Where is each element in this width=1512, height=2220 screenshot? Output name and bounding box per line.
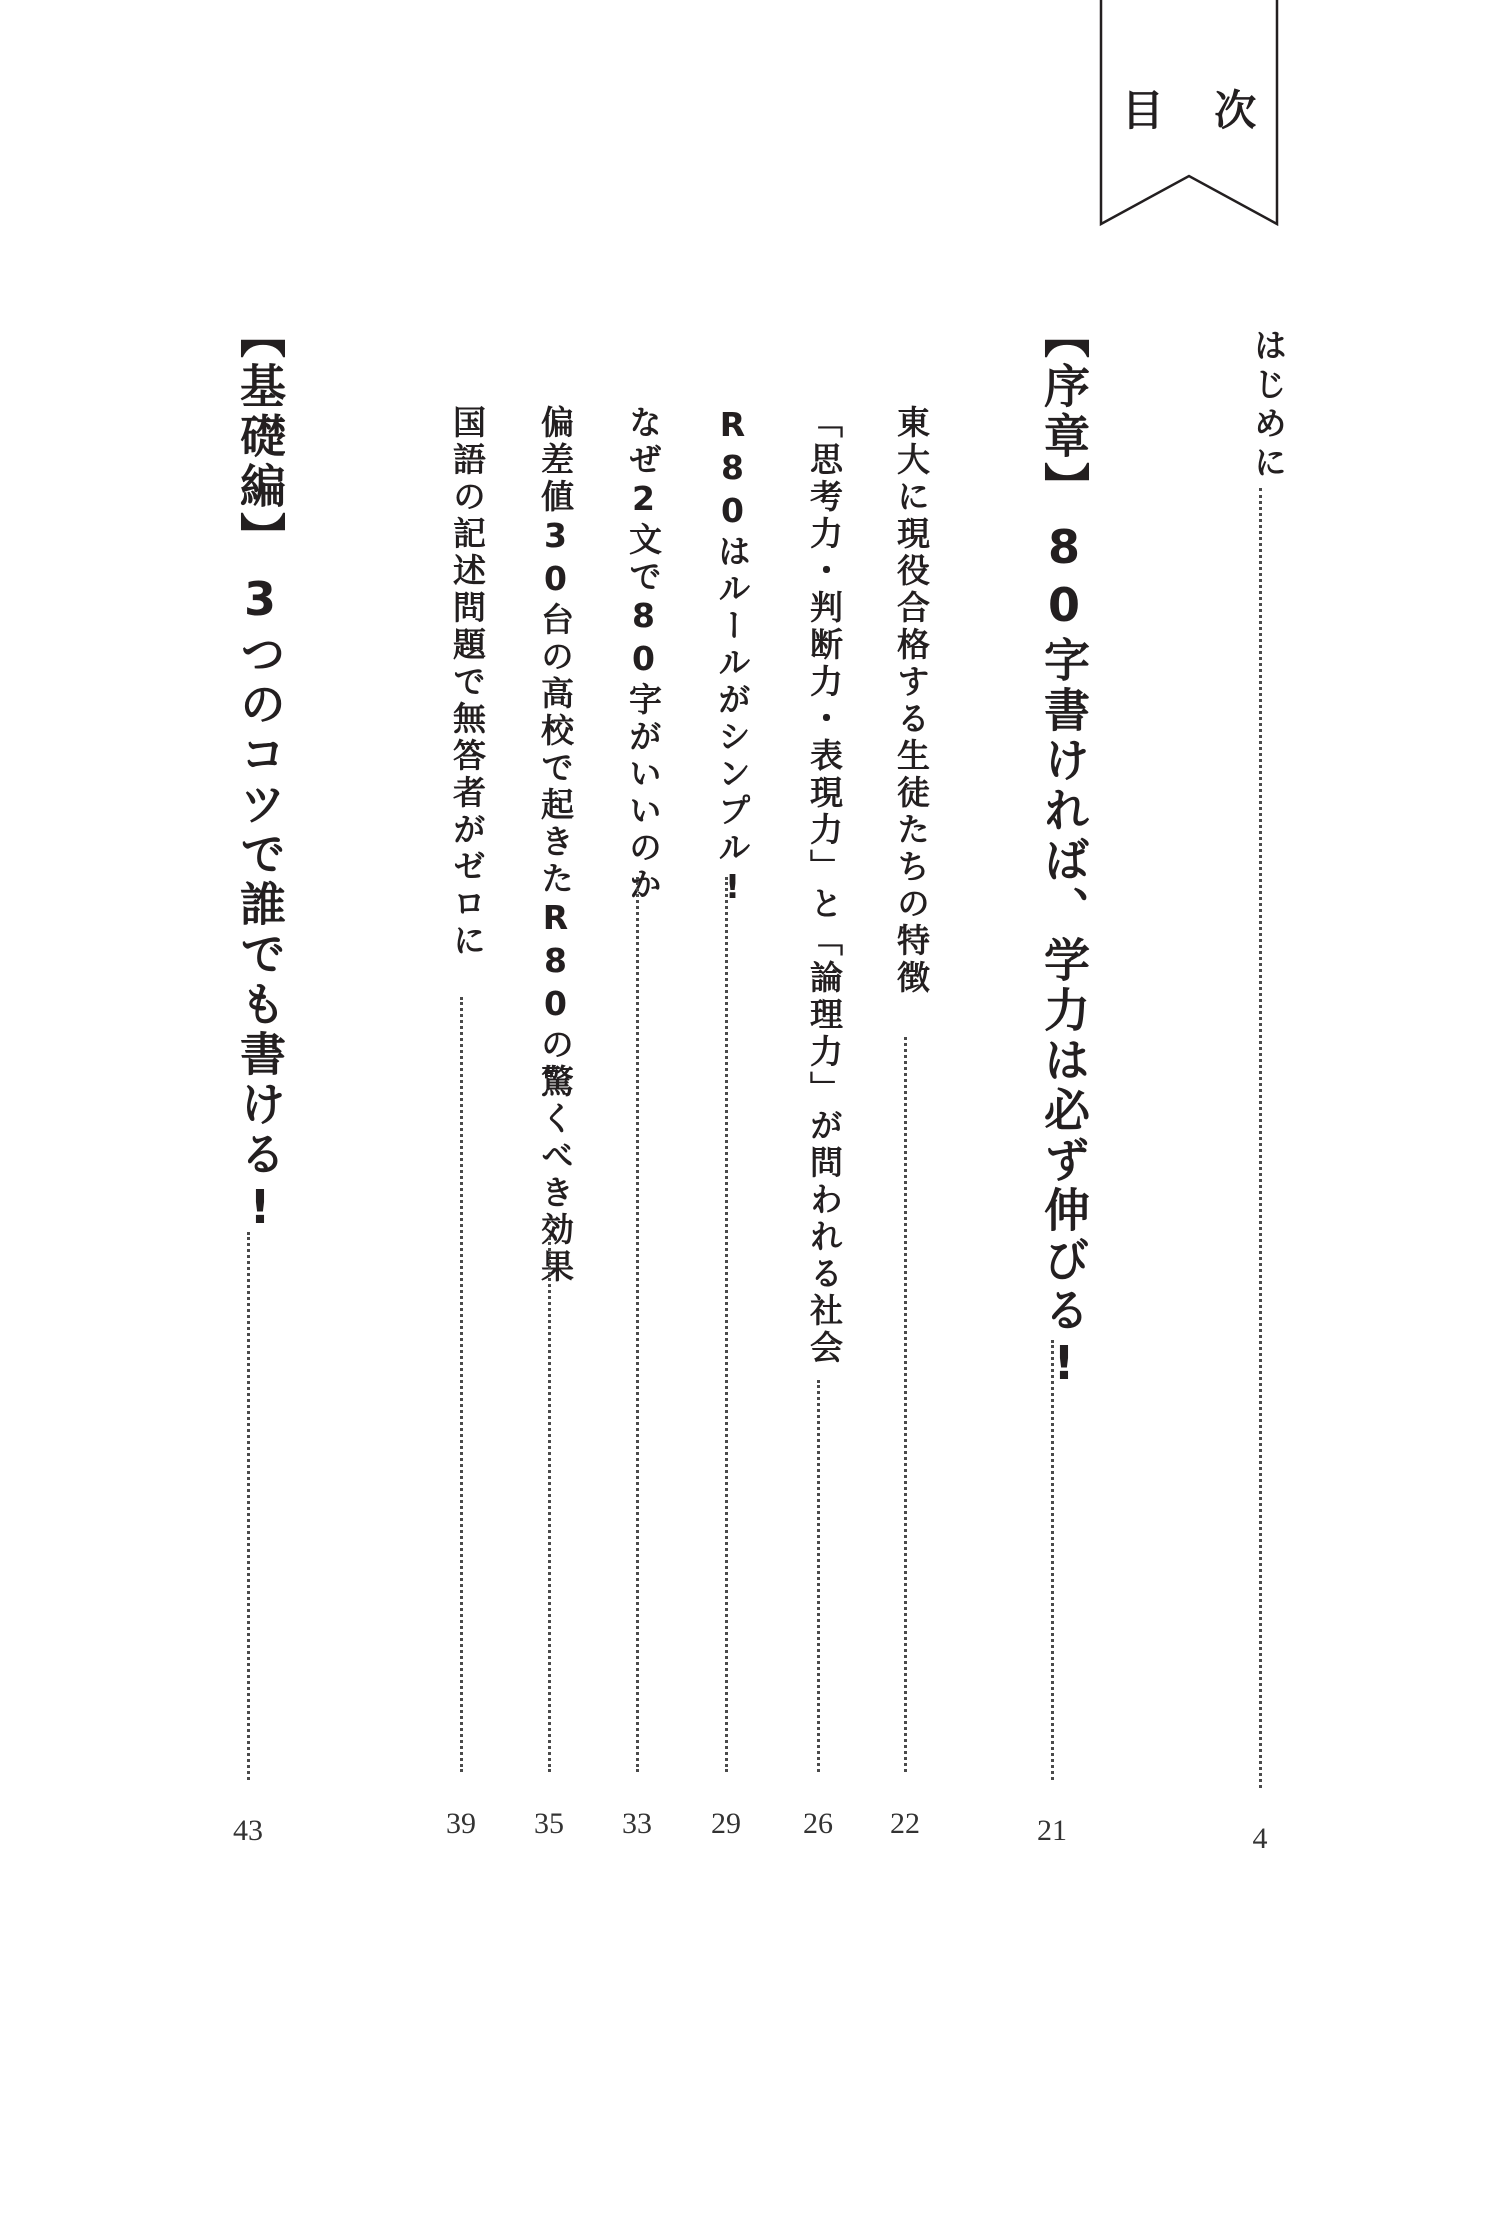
toc-entry-35[interactable] — [526, 405, 575, 1880]
toc-leader-dots — [1259, 488, 1262, 1788]
toc-leader-dots — [1051, 1340, 1054, 1780]
toc-entry-39[interactable] — [438, 405, 487, 1880]
toc-leader-dots — [548, 1237, 551, 1772]
toc-leader-dots — [725, 877, 728, 1772]
toc-entry-title: 偏差値30台の高校で起きたR80の驚くべき効果 — [536, 405, 575, 1286]
toc-entry-intro[interactable] — [1235, 320, 1288, 1880]
toc-entry-33[interactable] — [614, 405, 663, 1880]
toc-entry-22[interactable] — [882, 405, 931, 1880]
toc-leader-dots — [636, 877, 639, 1772]
toc-leader-dots — [460, 997, 463, 1772]
toc-entry-title: はじめに — [1249, 328, 1288, 484]
toc-entry-title: 80字書ければ、学力は必ず伸びる! — [1037, 520, 1091, 1394]
toc-entry-chapter-basic-title[interactable] — [213, 572, 287, 1880]
toc-entry-title: 東大に現役合格する生徒たちの特徴 — [892, 405, 931, 997]
toc-entry-title: 国語の記述問題で無答者がゼロに — [448, 405, 487, 960]
toc-page-number: 4 — [1252, 1822, 1268, 1855]
toc-chapter-label: 【基礎編】 — [233, 312, 287, 562]
toc-entry-title: R80はルールがシンプル! — [713, 405, 752, 910]
toc-page-number: 29 — [711, 1807, 741, 1840]
toc-page-number: 26 — [803, 1807, 833, 1840]
toc-leader-dots — [904, 1037, 907, 1772]
toc-entry-chapter-intro-title[interactable] — [1017, 520, 1091, 1880]
toc-page-number: 35 — [534, 1807, 564, 1840]
toc-entry-26[interactable] — [795, 405, 844, 1880]
toc-title: 目 次 — [1121, 86, 1275, 135]
toc-entry-29[interactable] — [703, 405, 752, 1880]
toc-page-number: 22 — [890, 1807, 920, 1840]
toc-page-number: 21 — [1037, 1814, 1067, 1847]
toc-page-number: 33 — [622, 1807, 652, 1840]
toc-page-number: 39 — [446, 1807, 476, 1840]
toc-leader-dots — [817, 1380, 820, 1772]
toc-leader-dots — [247, 1232, 250, 1780]
toc-banner — [1098, 0, 1280, 228]
toc-entry-title: なぜ2文で80字がいいのか — [624, 405, 663, 904]
toc-entry-title: 「思考力・判断力・表現力」と「論理力」が問われる社会 — [805, 405, 844, 1367]
toc-chapter-label: 【序章】 — [1037, 312, 1091, 512]
toc-page-number: 43 — [233, 1814, 263, 1847]
toc-entry-title: 3つのコツで誰でも書ける! — [233, 572, 287, 1238]
